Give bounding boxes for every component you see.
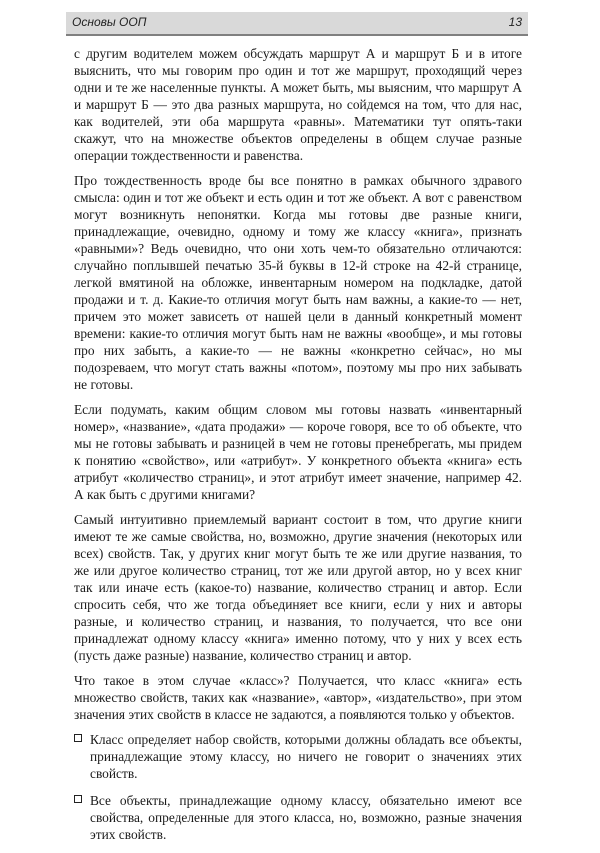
running-header (66, 12, 528, 36)
chapter-title: Основы ООП (72, 15, 147, 29)
list-item (74, 792, 522, 843)
paragraph: Что такое в этом случае «класс»? Получается, что класс «книга» есть множество свойств, таких как «название», «автор», «издательство», при этом значения этих свойств в классе не задаются, а появляются только у объектов. (74, 673, 522, 722)
paragraph: Если подумать, каким общим словом мы готовы назвать «инвентарный номер», «название», «дата продажи» — короче говоря, все то об объекте, что мы не готовы забывать и разницей в чем не готовы пренебрегать, мы придем к понятию «свойство», или «атрибут». У конкретного объекта «книга» есть атрибут «количество страниц», и этот атрибут имеет значение, например 42. А как быть с другими книгами? (74, 402, 522, 502)
paragraph: с другим водителем можем обсуждать маршрут А и маршрут Б и в итоге выяснить, что мы говорим про один и тот же маршрут, проходящий через одни и те же населенные пункты. А может быть, мы выясним, что маршрут А и маршрут Б — это два разных маршрута, но сойдемся на том, что для нас, как водителей, эти оба маршрута «равны». Математики тут опять-таки скажут, что на множестве объектов определены в общем случае разные операции тождественности и равенства. (74, 46, 522, 163)
square-bullet-icon (74, 795, 82, 803)
paragraph: Про тождественность вроде бы все понятно в рамках обычного здравого смысла: один и тот же объект и есть один и тот же объект. А вот с равенством могут возникнуть непонятки. Когда мы готовы две разные книги, принадлежащие, очевидно, одному и тому же классу «книга», признать «равными»? Ведь очевидно, что они хоть чем-то обязательно отличаются: случайно поплывшей печатью 35-й буквы в 12-й строке на 42-й странице, легкой вмятиной на обложке, инвентарным номером на подкладке, датой продажи и т. д. Какие-то отличия могут быть нам важны, а какие-то — нет, причем это может зависеть от нашей цели в данный конкретный момент времени: какие-то отличия могут быть нам не важны «вообще», и мы готовы про них забыть, а какие-то — не важны «конкретно сейчас», но мы подозреваем, что могут стать важны «потом», поэтому мы про них забывать не готовы. (74, 173, 522, 392)
list-item-text: Все объекты, принадлежащие одному классу, обязательно имеют все свойства, определенные для этого класса, но, возможно, разные значения этих свойств. (90, 793, 522, 842)
bullet-list (74, 731, 522, 843)
body-text (74, 45, 522, 853)
paragraph: Самый интуитивно приемлемый вариант состоит в том, что другие книги имеют те же самые свойства, но, возможно, другие значения (некоторых или всех) свойств. Так, у других книг могут быть те же или другие названия, то же или другое количество страниц, тот же или другой автор, но у всех книг так или иначе есть (какое-то) название, количество страниц и автор. Если спросить себя, что же тогда объединяет все книги, если у них и авторы разные, и количество страниц, и названия, то получается, что все они принадлежат одному классу «книга» именно потому, что у них у всех есть (пусть даже разные) название, количество страниц и автор. (74, 512, 522, 663)
square-bullet-icon (74, 734, 82, 742)
list-item (74, 731, 522, 782)
page-number: 13 (508, 15, 522, 29)
list-item-text: Класс определяет набор свойств, которыми должны обладать все объекты, принадлежащие этому классу, но ничего не говорит о значениях этих свойств. (90, 732, 522, 781)
